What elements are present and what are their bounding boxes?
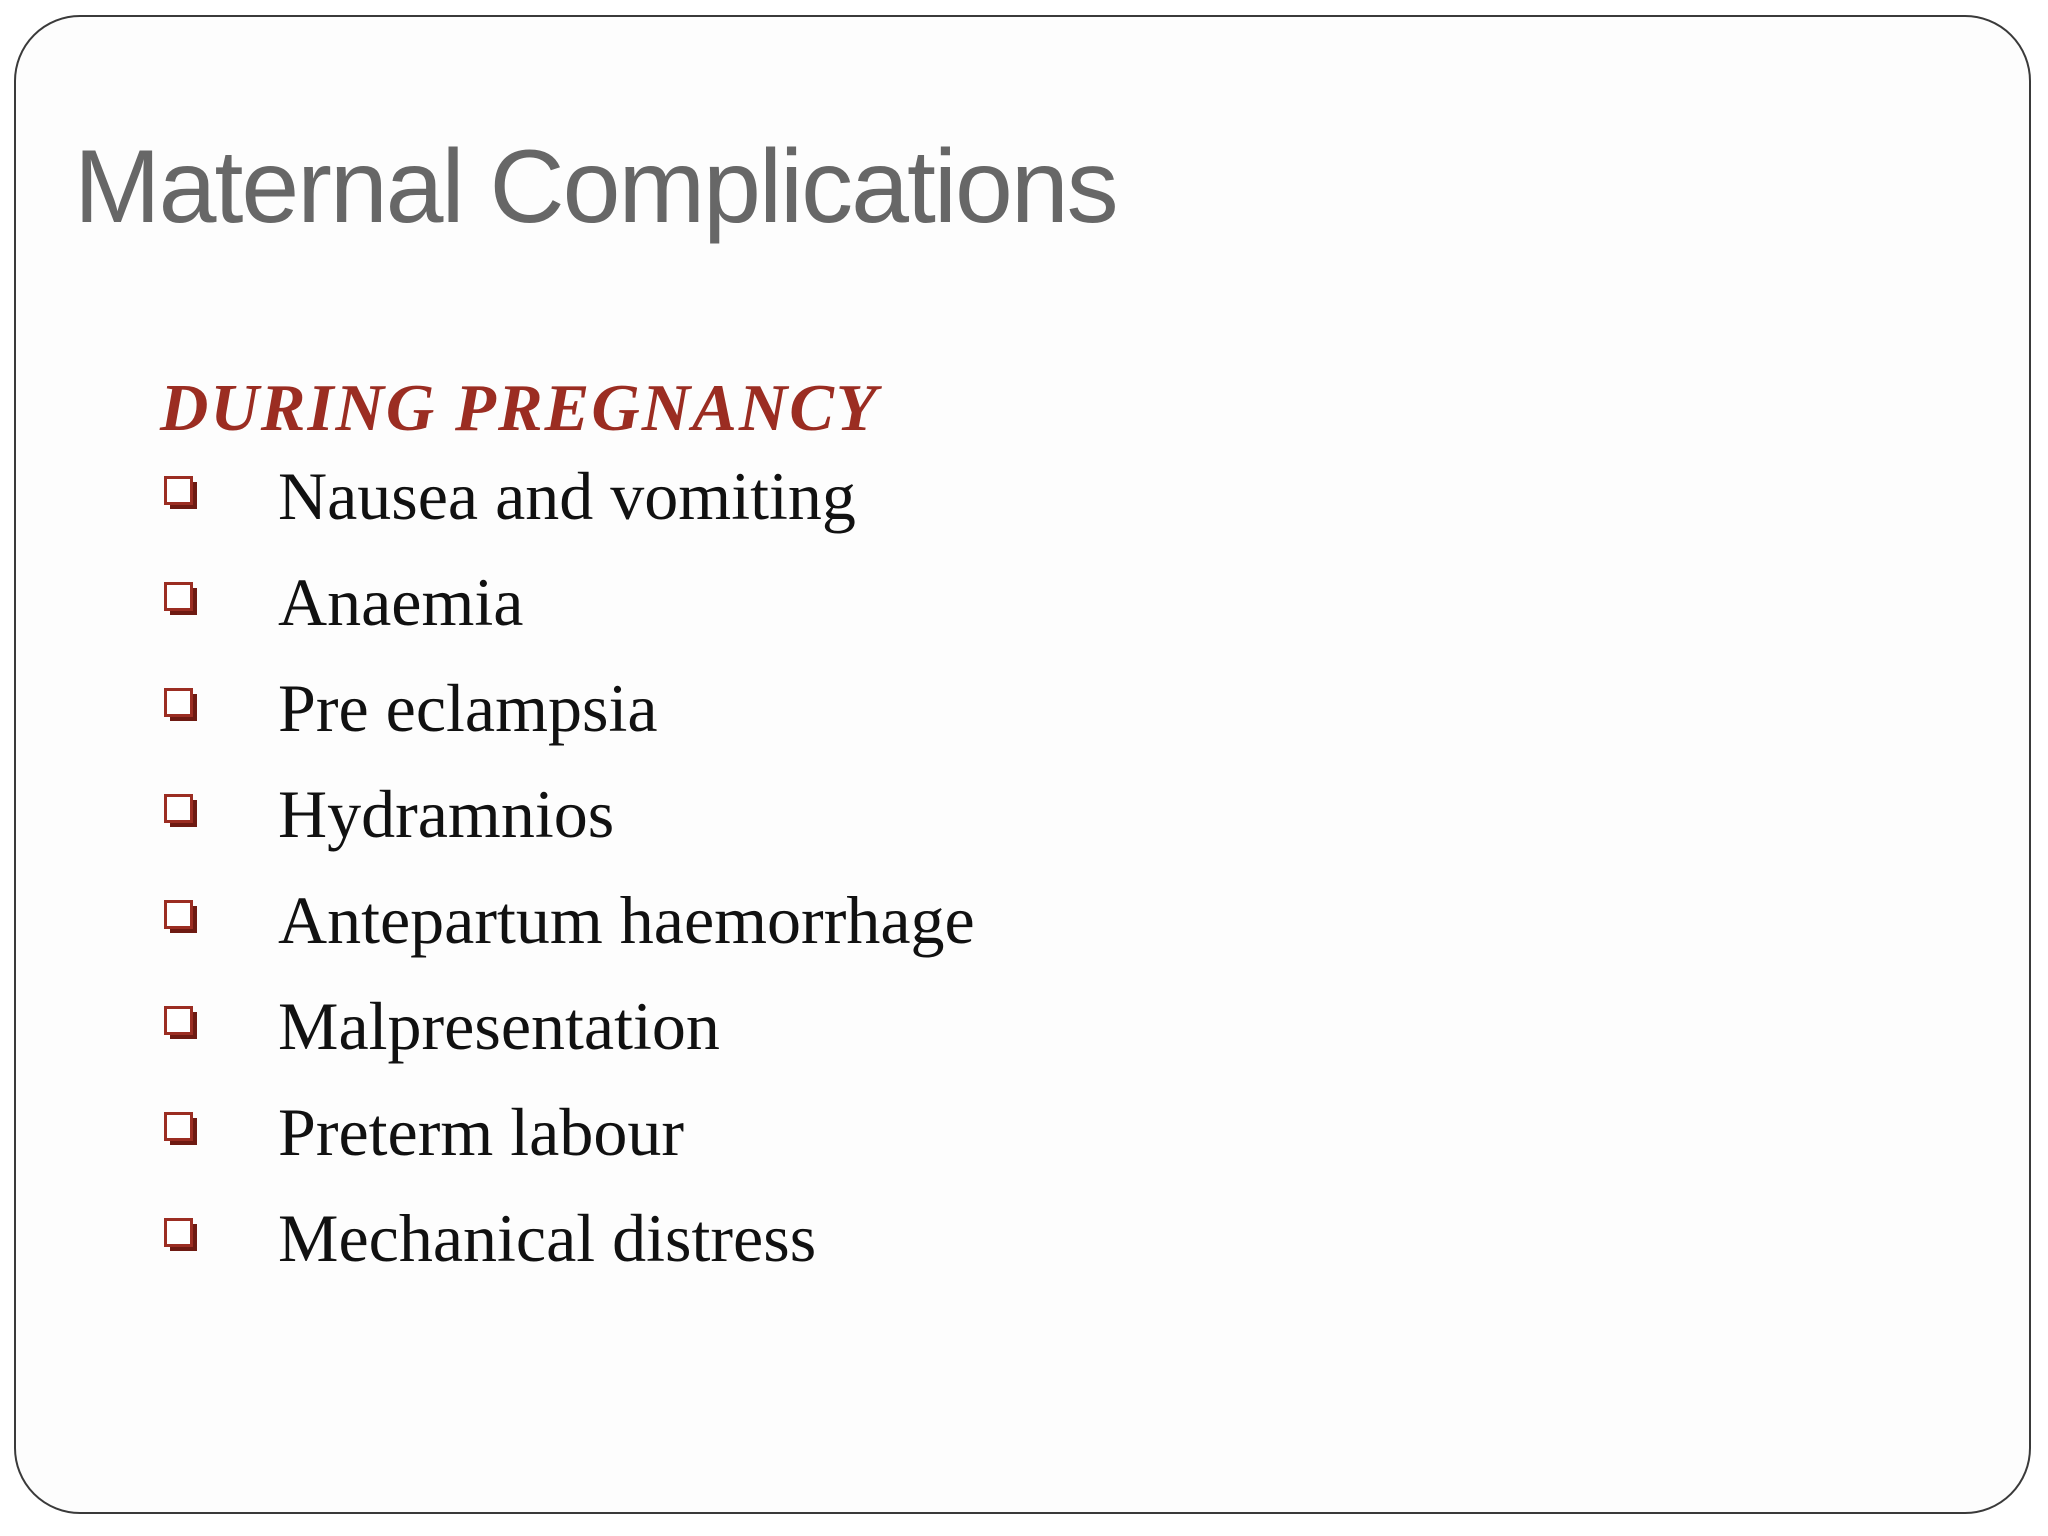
list-item-label: Antepartum haemorrhage — [278, 882, 975, 958]
list-item-label: Nausea and vomiting — [278, 458, 856, 534]
slide-title: Maternal Complications — [74, 129, 1117, 245]
checkbox-icon — [164, 1006, 198, 1040]
checkbox-icon — [164, 900, 198, 934]
list-item-label: Anaemia — [278, 564, 524, 640]
list-item-label: Preterm labour — [278, 1094, 684, 1170]
checkbox-icon — [164, 1112, 198, 1146]
list-item-label: Hydramnios — [278, 776, 615, 852]
checkbox-icon — [164, 794, 198, 828]
checkbox-icon — [164, 582, 198, 616]
list-item-label: Pre eclampsia — [278, 670, 658, 746]
list-item-label: Mechanical distress — [278, 1200, 817, 1276]
checkbox-icon — [164, 688, 198, 722]
checkbox-icon — [164, 476, 198, 510]
section-heading: DURING PREGNANCY — [160, 371, 879, 445]
checkbox-icon — [164, 1218, 198, 1252]
list-item-label: Malpresentation — [278, 988, 720, 1064]
